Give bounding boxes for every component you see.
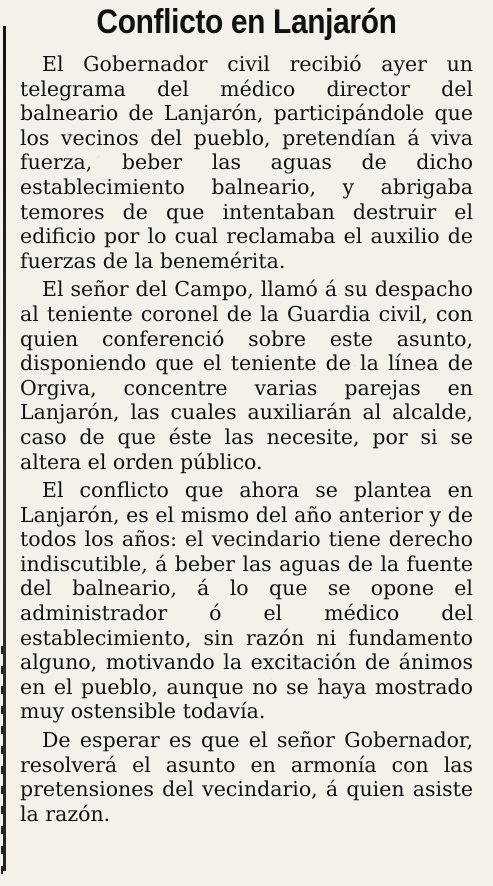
paragraph-4: De esperar es que el señor Gobernador, resolverá el asunto en armonía con las pretensiones del vecindario, á quien asiste la razón. [20, 728, 473, 826]
article-body [20, 52, 473, 826]
column-rule [3, 26, 6, 871]
paragraph-2: El señor del Campo, llamó á su despacho al teniente coronel de la Guardia civil, con quien conferenció sobre este asunto, disponiendo que el teniente de la línea de Orgiva, concentre varias parejas en Lanjarón, las cuales auxiliarán al alcalde, caso de que éste las necesite, por si se altera el orden público. [20, 277, 473, 474]
paragraph-3: El conflicto que ahora se plantea en Lanjarón, es el mismo del año anterior y de todos los años: el vecindario tiene derecho indiscutible, á beber las aguas de la fuente del balneario, á lo que se opone el administrador ó el médico del establecimiento, sin razón ni fundamento alguno, motivando la excitación de ánimos en el pueblo, aunque no se haya mostrado muy ostensible todavía. [20, 478, 473, 724]
article-title: Conflicto en Lanjarón [96, 3, 397, 41]
paragraph-1: El Gobernador civil recibió ayer un telegrama del médico director del balneario de Lanjarón, participándole que los vecinos del pueblo, pretendían á viva fuerza, beber las aguas de dicho establecimiento balneario, y abrigaba temores de que intentaban destruir el edificio por lo cual reclamaba el auxilio de fuerzas de la benemérita. [20, 52, 473, 273]
article [20, 0, 473, 826]
